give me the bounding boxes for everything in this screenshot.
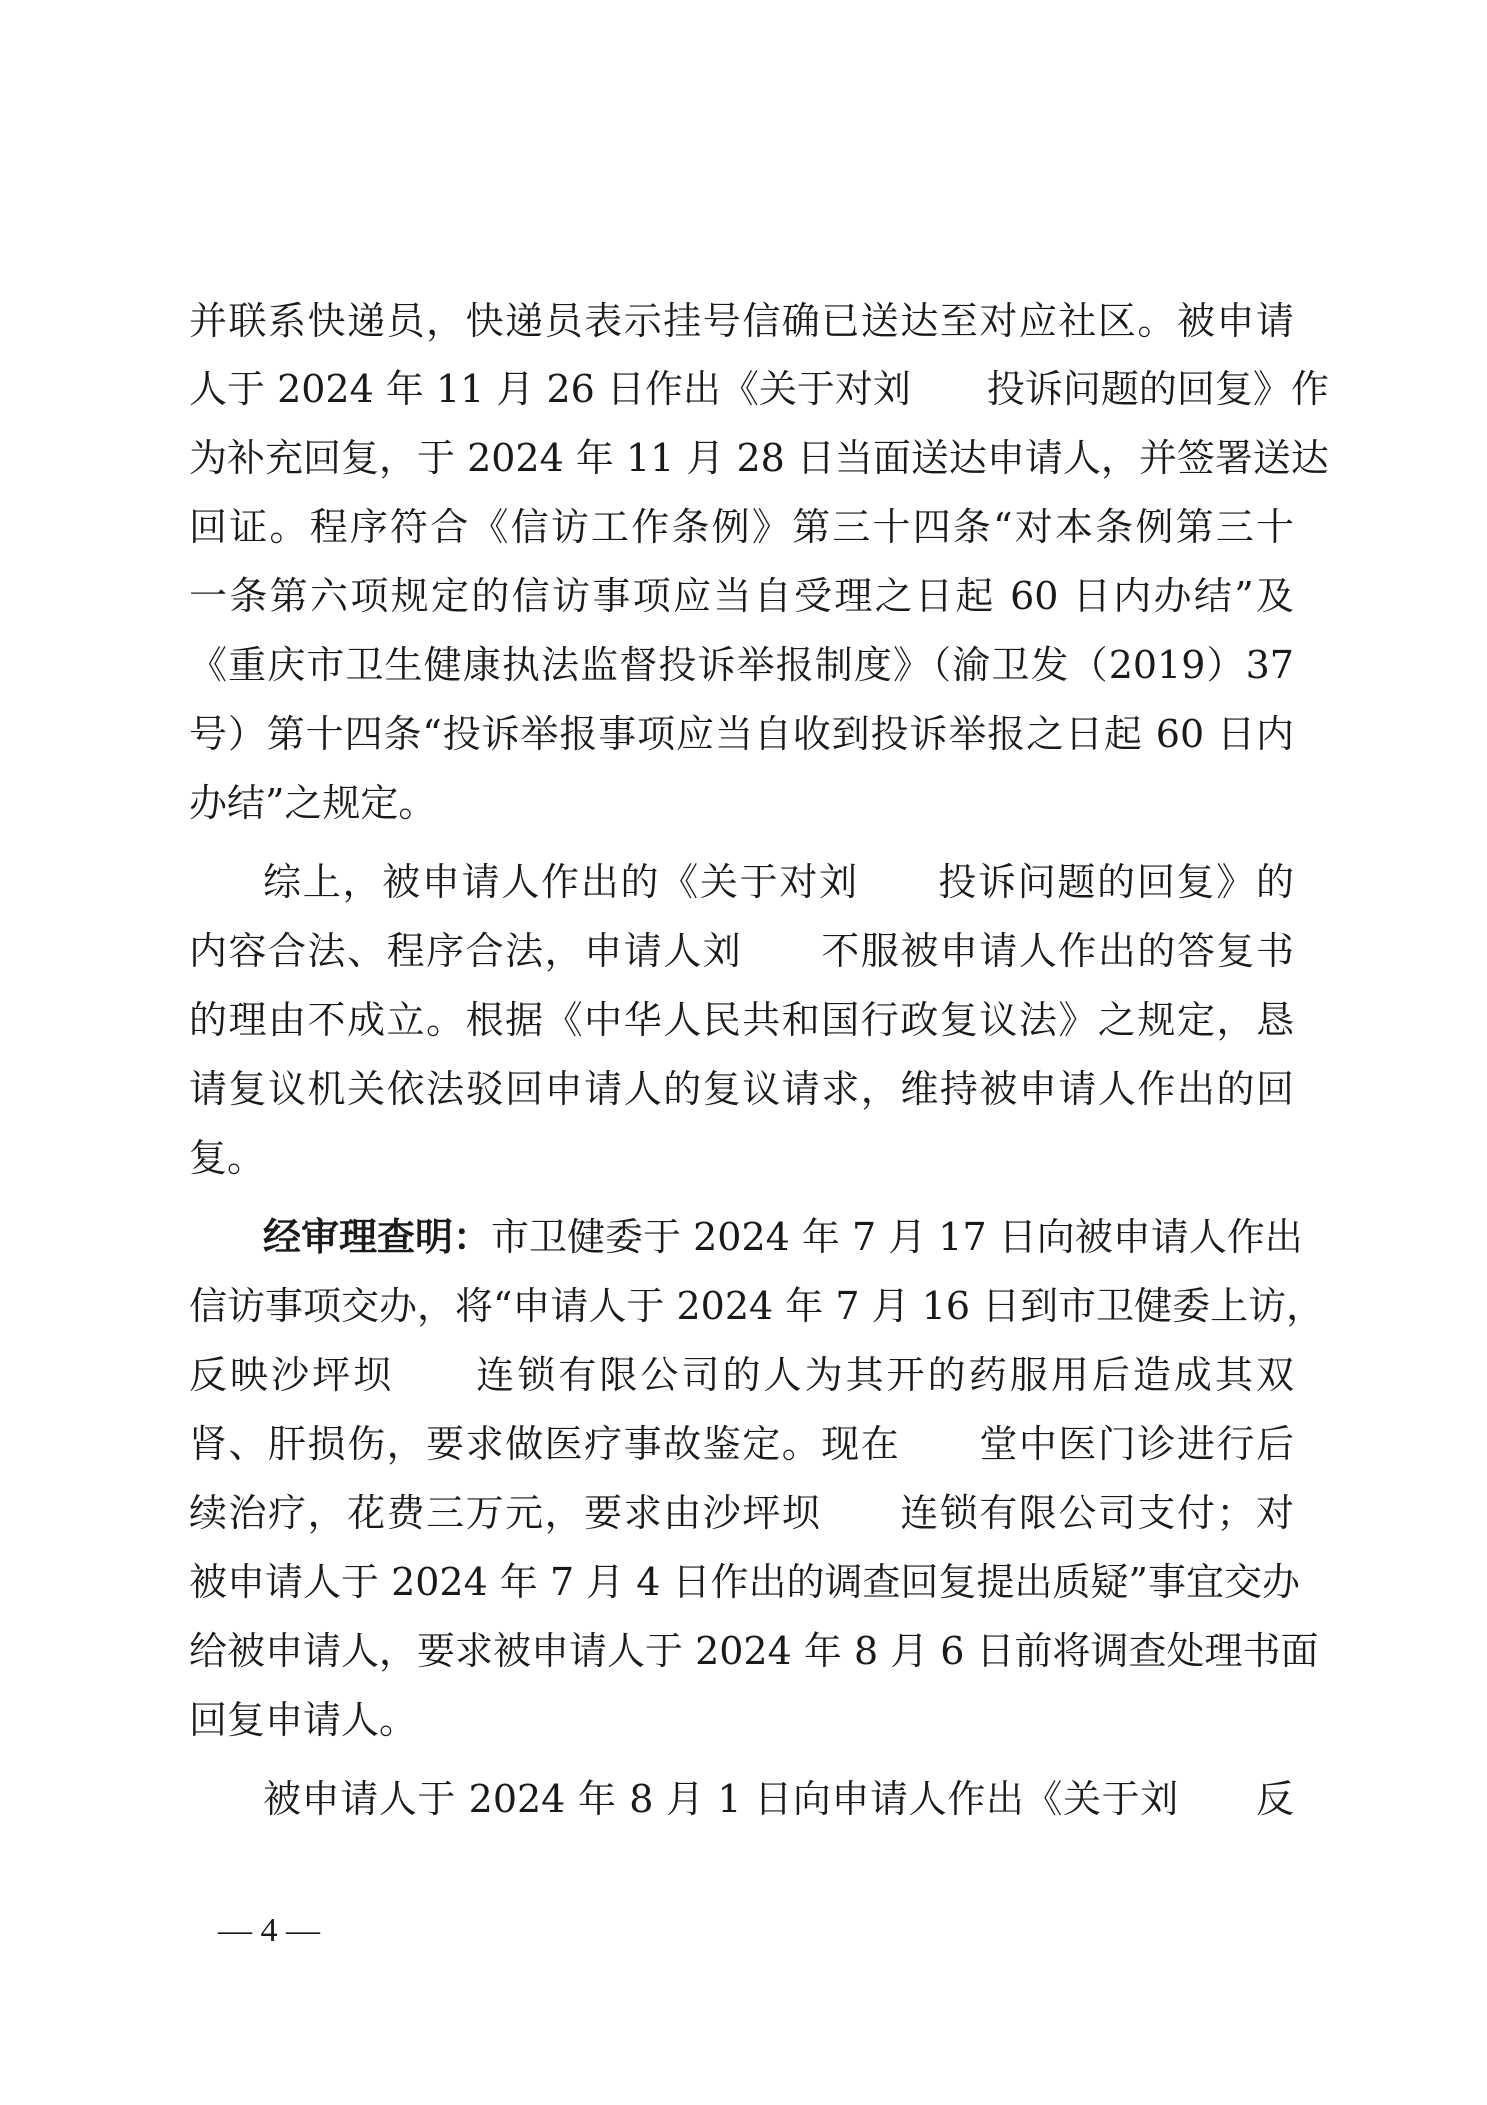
body-line-5: 一条第六项规定的信访事项应当自受理之日起 60 日内办结”及 xyxy=(189,574,1294,618)
page-number: — 4 — xyxy=(218,1912,320,1949)
body-line-19: 被申请人于 2024 年 7 月 4 日作出的调查回复提出质疑”事宜交办 xyxy=(189,1560,1300,1604)
body-line-16: 反映沙坪坝 连锁有限公司的人为其开的药服用后造成其双 xyxy=(189,1353,1294,1397)
body-line-13: 复。 xyxy=(189,1136,266,1180)
body-line-18: 续治疗，花费三万元，要求由沙坪坝 连锁有限公司支付；对 xyxy=(189,1491,1294,1535)
findings-heading: 经审理查明： xyxy=(263,1214,492,1259)
body-line-11: 的理由不成立。根据《中华人民共和国行政复议法》之规定，恳 xyxy=(189,998,1294,1042)
body-line-1: 并联系快递员，快递员表示挂号信确已送达至对应社区。被申请 xyxy=(189,299,1294,343)
body-line-15: 信访事项交办，将“申请人于 2024 年 7 月 16 日到市卫健委上访， xyxy=(189,1284,1325,1328)
body-line-4: 回证。程序符合《信访工作条例》第三十四条“对本条例第三十 xyxy=(189,505,1294,549)
body-line-10: 内容合法、程序合法，申请人刘 不服被申请人作出的答复书 xyxy=(189,929,1294,973)
body-line-3: 为补充回复，于 2024 年 11 月 28 日当面送达申请人，并签署送达 xyxy=(189,436,1329,480)
body-line-7: 号）第十四条“投诉举报事项应当自收到投诉举报之日起 60 日内 xyxy=(189,712,1294,756)
body-line-2: 人于 2024 年 11 月 26 日作出《关于对刘 投诉问题的回复》作 xyxy=(189,367,1329,411)
body-line-14 xyxy=(263,1204,1303,1270)
body-line-22: 被申请人于 2024 年 8 月 1 日向申请人作出《关于刘 反 xyxy=(263,1777,1294,1821)
body-line-6: 《重庆市卫生健康执法监督投诉举报制度》（渝卫发（2019）37 xyxy=(189,643,1294,687)
body-line-9: 综上，被申请人作出的《关于对刘 投诉问题的回复》的 xyxy=(263,860,1294,904)
body-line-12: 请复议机关依法驳回申请人的复议请求，维持被申请人作出的回 xyxy=(189,1067,1294,1111)
body-line-17: 肾、肝损伤，要求做医疗事故鉴定。现在 堂中医门诊进行后 xyxy=(189,1422,1294,1466)
findings-text: 市卫健委于 2024 年 7 月 17 日向被申请人作出 xyxy=(491,1215,1303,1259)
body-line-21: 回复申请人。 xyxy=(189,1698,418,1742)
body-line-20: 给被申请人，要求被申请人于 2024 年 8 月 6 日前将调查处理书面 xyxy=(189,1629,1319,1673)
body-line-8: 办结”之规定。 xyxy=(189,781,437,825)
